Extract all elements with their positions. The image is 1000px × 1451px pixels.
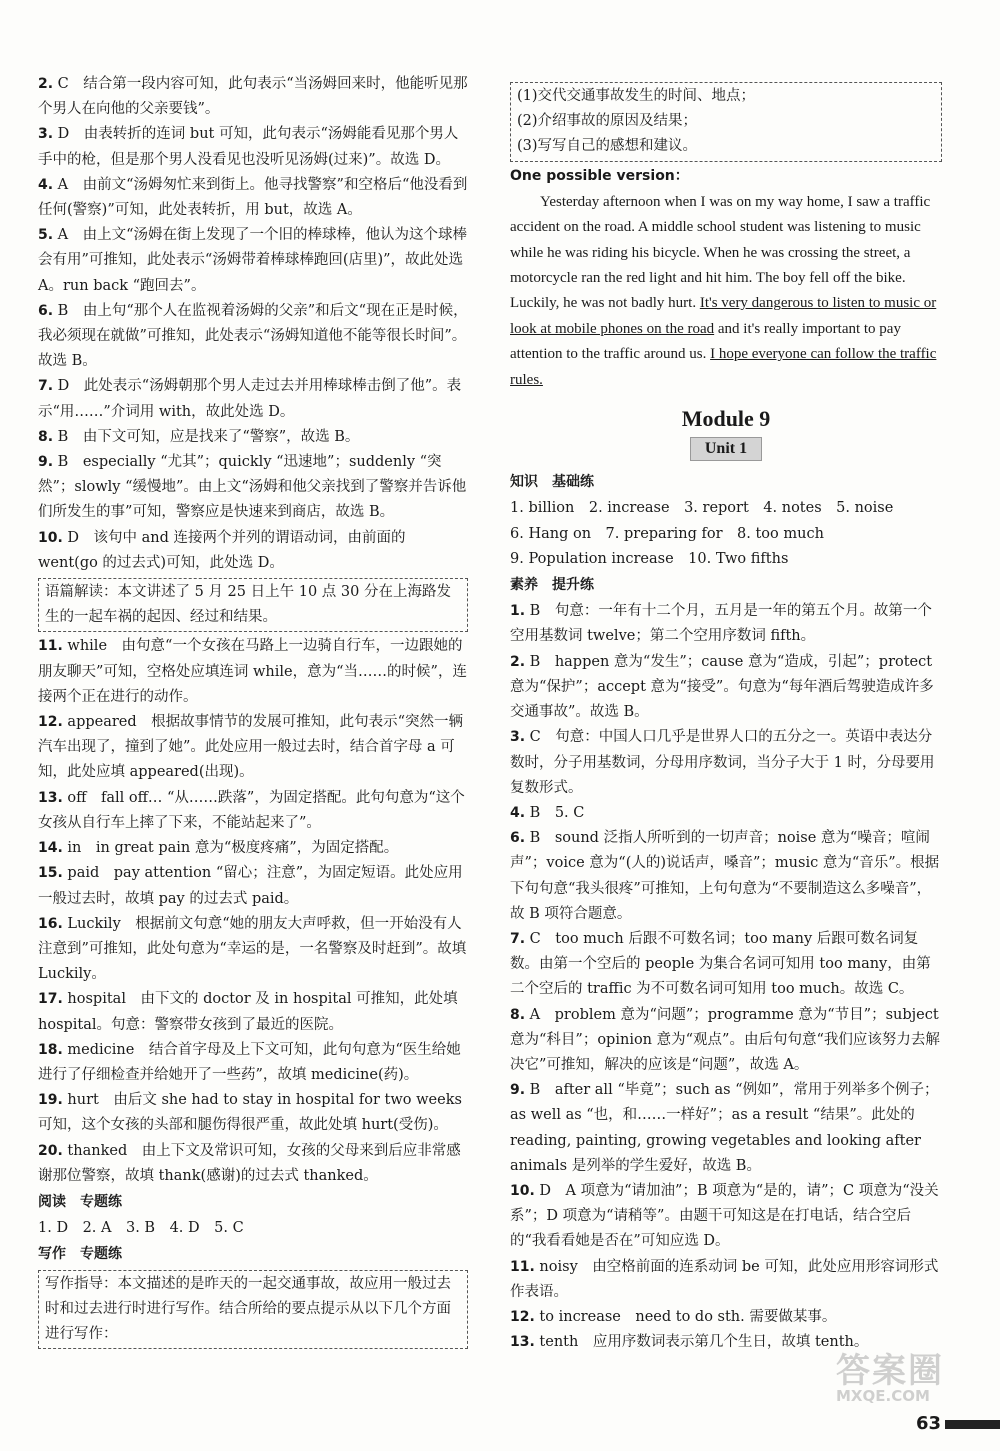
- answer-item: [510, 1078, 942, 1179]
- essay-part-1: Yesterday afternoon when I was on my way home, I saw a traffic accident on the road. A middle school student was listening to music while he was riding his bicycle. When he was crossing the street, a motorcycle ran the red light and hit him. The boy fell off the bike. Luckily, he was not badly hurt.: [510, 193, 931, 312]
- answer-number: 6.: [38, 302, 54, 319]
- answer-text: D A 项意为“请加油”；B 项意为“是的，请”；C 项意为“没关系”；D 项意为“请稍等”。由题干可知这是在打电话，结合空后的“我看看她是否在”可知应选 D。: [510, 1182, 939, 1250]
- answer-item: [38, 425, 468, 450]
- answer-text: thanked 由上下文及常识可知，女孩的父母来到后应非常感谢那位警察，故填 thank(感谢)的过去式 thanked。: [38, 1142, 461, 1184]
- left-items-group-1: [38, 72, 468, 576]
- watermark-logo: 答案圈: [836, 1351, 944, 1391]
- answer-number: 8.: [510, 1006, 526, 1023]
- answer-item: [38, 1038, 468, 1088]
- analysis-box: [38, 578, 468, 632]
- answer-item: [510, 1003, 942, 1079]
- answer-text: medicine 结合首字母及上下文可知，此句句意为“医生给她进行了仔细检查并给她开了一些药”，故填 medicine(药)。: [38, 1041, 461, 1083]
- answer-number: 13.: [510, 1334, 535, 1351]
- answer-item: [510, 1179, 942, 1255]
- essay-part-2-underlined: It's very dangerous to listen to music or look at mobile phones on the road: [510, 295, 937, 337]
- left-column: [38, 72, 468, 1351]
- answer-number: 8.: [38, 428, 54, 445]
- answer-text: B especially “尤其”；quickly “迅速地”；suddenly “突然”；slowly “缓慢地”。由上文“汤姆和他父亲找到了警察并告诉他们所发生的事”可知，警察应是快速来到商店，故选 B。: [38, 454, 467, 521]
- knowledge-line: 9. Population increase 10. Two fifths: [510, 550, 789, 567]
- answer-number: 10.: [38, 529, 63, 546]
- answer-item: [38, 450, 468, 526]
- knowledge-line: 1. billion 2. increase 3. report 4. notes 5. noise: [510, 500, 894, 517]
- answer-number: 5.: [38, 227, 54, 244]
- answer-number: 9.: [510, 1082, 526, 1099]
- answer-item: [510, 927, 942, 1003]
- answer-text: appeared 根据故事情节的发展可推知，此句表示“突然一辆汽车出现了，撞到了她”。此处应用一般过去时，结合首字母 a 可知，此处应填 appeared(出现)。: [38, 714, 464, 781]
- answer-text: B 由上句“那个人在监视着汤姆的父亲”和后文“现在正是时候，我必须现在就做”可推知，此处表示“汤姆知道他不能等很长时间”。故选 B。: [38, 302, 468, 370]
- writing-points-box: [510, 82, 942, 162]
- writing-guide-text: 写作指导：本文描述的是昨天的一起交通事故，故应用一般过去时和过去进行时进行写作。结合所给的要点提示从以下几个方面进行写作：: [45, 1275, 451, 1342]
- reading-section-title: 阅读 专题练: [38, 1193, 122, 1210]
- answer-text: B 5. C: [529, 804, 585, 821]
- answer-item: [510, 725, 942, 801]
- answer-text: B after all “毕竟”；such as “例如”，常用于列举多个例子；as well as “也，和……一样好”；as a result “结果”。此处的 reading, painting, growing vegetables and looking after animals 是列举的学生爱好，故选 B。: [510, 1082, 939, 1174]
- answer-number: 11.: [38, 638, 63, 655]
- answer-text: A problem 意为“问题”；programme 意为“节目”；subject 意为“科目”；opinion 意为“观点”。由后句句意“我们应该努力去解决它”可推知，解决的应该是“问题”，故选 A。: [510, 1006, 940, 1073]
- answer-number: 1.: [510, 603, 526, 620]
- answer-text: D 此处表示“汤姆朝那个男人走过去并用棒球棒击倒了他”。表示“用……”介词用 with，故此处选 D。: [38, 378, 462, 420]
- answer-text: to increase need to do sth. 需要做某事。: [539, 1308, 837, 1325]
- answer-text: A 由上文“汤姆在街上发现了一个旧的棒球棒，他认为这个球棒会有用”可推知，此处表示“汤姆带着棒球棒跑回(店里)”，故此处选 A。run back “跑回去”。: [38, 227, 468, 294]
- page-number: 63: [912, 1411, 945, 1436]
- answer-item: [510, 826, 942, 927]
- reading-answers: 1. D 2. A 3. B 4. D 5. C: [38, 1220, 244, 1237]
- answer-number: 15.: [38, 865, 63, 882]
- essay-part-4-underlined: I hope everyone can follow the traffic rules.: [510, 346, 937, 388]
- answer-number: 12.: [510, 1308, 535, 1325]
- answer-text: B 由下文可知，应是找来了“警察”，故选 B。: [57, 428, 360, 445]
- answer-item: [38, 1088, 468, 1138]
- answer-text: while 由句意“一个女孩在马路上一边骑自行车，一边跟她的朋友聊天”可知，空格处应填连词 while，意为“当……的时候”，连接两个正在进行的动作。: [38, 638, 467, 705]
- answer-number: 9.: [38, 454, 54, 471]
- answer-number: 2.: [38, 76, 54, 92]
- watermark-site: MXQE.COM: [836, 1387, 930, 1406]
- essay-part-3: and it's really important to pay attention to the traffic around us.: [510, 320, 901, 363]
- answer-item: [38, 861, 468, 911]
- answer-item: [38, 1139, 468, 1189]
- answer-number: 4.: [38, 176, 54, 193]
- page-bar: [945, 1420, 1000, 1429]
- answer-number: 2.: [510, 653, 526, 670]
- answer-item: [510, 599, 942, 649]
- answer-item: [38, 223, 468, 299]
- unit-heading: Unit 1: [690, 437, 762, 461]
- answer-number: 7.: [38, 378, 54, 395]
- answer-number: 18.: [38, 1041, 63, 1058]
- answer-item: [38, 710, 468, 786]
- page-number-bar: [912, 1411, 1000, 1437]
- answer-text: A 由前文“汤姆匆忙来到街上。他寻找警察”和空格后“他没看到任何(警察)”可知，此处表转折，用 but，故选 A。: [38, 176, 468, 219]
- answer-text: C 结合第一段内容可知，此句表示“当汤姆回来时，他能听见那个男人在向他的父亲要钱”。: [38, 76, 468, 118]
- answer-number: 20.: [38, 1142, 63, 1159]
- answer-number: 17.: [38, 991, 63, 1008]
- left-items-group-2: [38, 634, 468, 1188]
- answer-item: [38, 912, 468, 988]
- answer-number: 7.: [510, 930, 526, 947]
- writing-point: (1)交代交通事故发生的时间、地点；: [517, 88, 756, 104]
- answer-text: C 句意：中国人口几乎是世界人口的五分之一。英语中表达分数时，分子用基数词，分母用序数词，当分子大于 1 时，分母要用复数形式。: [510, 729, 935, 796]
- answer-number: 11.: [510, 1258, 535, 1275]
- answer-text: B 句意：一年有十二个月，五月是一年的第五个月。故第一个空用基数词 twelve；第二个空用序数词 fifth。: [510, 603, 932, 645]
- writing-section-title: 写作 专题练: [38, 1246, 122, 1263]
- answer-number: 16.: [38, 915, 63, 932]
- answer-number: 12.: [38, 714, 63, 731]
- answer-item: [38, 374, 468, 424]
- writing-point: (3)写写自己的感想和建议。: [517, 138, 698, 155]
- knowledge-section-title: 知识 基础练: [510, 474, 594, 491]
- answer-item: [38, 173, 468, 223]
- answer-item: [510, 1305, 942, 1330]
- answer-item: [38, 786, 468, 836]
- analysis-text: 语篇解读：本文讲述了 5 月 25 日上午 10 点 30 分在上海路发生的一起车祸的起因、经过和结果。: [45, 584, 451, 626]
- answer-number: 14.: [38, 840, 63, 857]
- answer-item: [510, 1255, 942, 1305]
- answer-item: [38, 72, 468, 122]
- answer-text: B sound 泛指人所听到的一切声音；noise 意为“噪音；喧闹声”；voice 意为“(人的)说话声，嗓音”；music 意为“音乐”。根据下句句意“我头很疼”可推知，上句句意为“不要制造这么多噪音”，故 B 项符合题意。: [510, 830, 940, 922]
- knowledge-line: 6. Hang on 7. preparing for 8. too much: [510, 525, 824, 542]
- answer-text: D 该句中 and 连接两个并列的谓语动词，由前面的 went(go 的过去式)可知，此处选 D。: [38, 529, 406, 571]
- model-essay: [510, 190, 942, 393]
- answer-number: 19.: [38, 1092, 63, 1109]
- answer-number: 6.: [510, 830, 526, 847]
- answer-item: [38, 526, 468, 576]
- answer-text: tenth 应用序数词表示第几个生日，故填 tenth。: [539, 1334, 869, 1351]
- answer-number: 3.: [38, 126, 54, 143]
- answer-item: [510, 650, 942, 726]
- writing-point: (2)介绍事故的原因及结果；: [517, 113, 698, 130]
- answer-text: C too much 后跟不可数名词；too many 后跟可数名词复数。由第一个空后的 people 为集合名词可知用 too many，由第二个空后的 traffic 为不可数名词可知用 too much。故选 C。: [510, 930, 931, 998]
- answer-item: [38, 987, 468, 1037]
- answer-text: hospital 由下文的 doctor 及 in hospital 可推知，此处填 hospital。句意：警察带女孩到了最近的医院。: [38, 991, 458, 1033]
- module-heading: Module 9: [681, 406, 771, 432]
- answer-item: [38, 836, 468, 861]
- answer-number: 4.: [510, 804, 526, 821]
- improve-section-title: 素养 提升练: [510, 577, 594, 594]
- answer-text: B happen 意为“发生”；cause 意为“造成，引起”；protect 意为“保护”；accept 意为“接受”。句意为“每年酒后驾驶造成许多交通事故”。故选 B。: [510, 653, 934, 721]
- answer-number: 3.: [510, 729, 526, 746]
- answer-text: D 由表转折的连词 but 可知，此句表示“汤姆能看见那个男人手中的枪，但是那个男人没看见也没听见汤姆(过来)”。故选 D。: [38, 126, 459, 168]
- answer-text: noisy 由空格前面的连系动词 be 可知，此处应用形容词形式作表语。: [510, 1258, 939, 1300]
- answer-text: hurt 由后文 she had to stay in hospital for two weeks 可知，这个女孩的头部和腿伤得很严重，故此处填 hurt(受伤)。: [38, 1092, 462, 1134]
- answer-item: [38, 122, 468, 172]
- answer-item: [510, 801, 942, 826]
- right-column: [510, 80, 942, 1355]
- writing-guide-box: [38, 1270, 468, 1350]
- answer-text: paid pay attention “留心；注意”，为固定短语。此处应用一般过去时，故填 pay 的过去式 paid。: [38, 865, 463, 907]
- answer-number: 13.: [38, 789, 63, 806]
- answer-number: 10.: [510, 1182, 535, 1199]
- right-items-group: [510, 599, 942, 1355]
- answer-text: off fall off… “从……跌落”，为固定搭配。此句句意为“这个女孩从自行车上摔了下来，不能站起来了”。: [38, 789, 465, 831]
- version-label: One possible version：: [510, 167, 689, 184]
- answer-text: Luckily 根据前文句意“她的朋友大声呼救，但一开始没有人注意到”可推知，此处句意为“幸运的是，一名警察及时赶到”。故填 Luckily。: [38, 915, 467, 983]
- answer-item: [38, 299, 468, 375]
- answer-item: [38, 634, 468, 710]
- answer-text: in in great pain 意为“极度疼痛”，为固定搭配。: [67, 840, 399, 857]
